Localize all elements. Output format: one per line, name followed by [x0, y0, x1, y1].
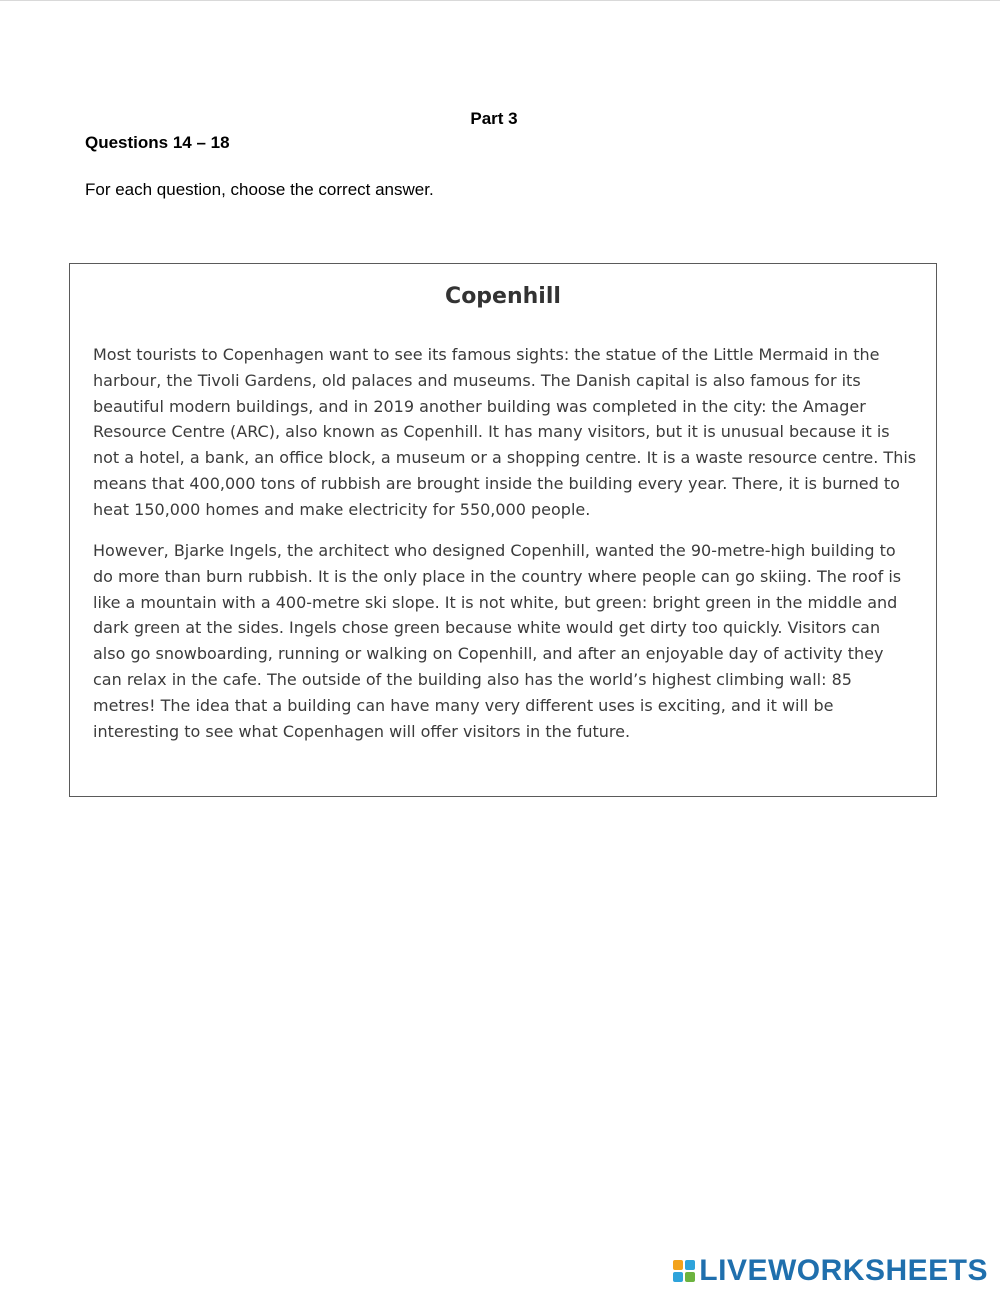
liveworksheets-logo-icon: [673, 1260, 695, 1282]
part-heading: Part 3: [470, 109, 518, 128]
passage-title: Copenhill: [445, 284, 561, 309]
liveworksheets-brand[interactable]: [673, 1254, 988, 1288]
passage-paragraph-2: However, Bjarke Ingels, the architect who designed Copenhill, wanted the 90-metre-high building to do more than burn rubbish. It is the only place in the country where people can go skiing. The roof is like a mountain with a 400-metre ski slope. It is not white, but green: bright green in the middle and dark green at the sides. Ingels chose green because white would get dirty too quickly. Visitors can also go snowboarding, running or walking on Copenhill, and after an enjoyable day of activity they can relax in the cafe. The outside of the building also has the world’s highest climbing wall: 85 metres! The idea that a building can have many very different uses is exciting, and it will be interesting to see what Copenhagen will offer visitors in the future.: [93, 541, 902, 741]
instruction-text: For each question, choose the correct answer.: [85, 180, 434, 199]
reading-passage-box: [69, 263, 937, 797]
passage-paragraph-1: Most tourists to Copenhagen want to see its famous sights: the statue of the Little Mermaid in the harbour, the Tivoli Gardens, old palaces and museums. The Danish capital is also famous for its beautiful modern buildings, and in 2019 another building was completed in the city: the Amager Resource Centre (ARC), also known as Copenhill. It has many visitors, but it is unusual because it is not a hotel, a bank, an office block, a museum or a shopping centre. It is a waste resource centre. This means that 400,000 tons of rubbish are brought inside the building every year. There, it is burned to heat 150,000 homes and make electricity for 550,000 people.: [93, 345, 917, 519]
brand-name: LIVEWORKSHEETS: [699, 1254, 988, 1287]
questions-heading: Questions 14 – 18: [85, 133, 230, 152]
page-top-divider: [0, 0, 1000, 1]
